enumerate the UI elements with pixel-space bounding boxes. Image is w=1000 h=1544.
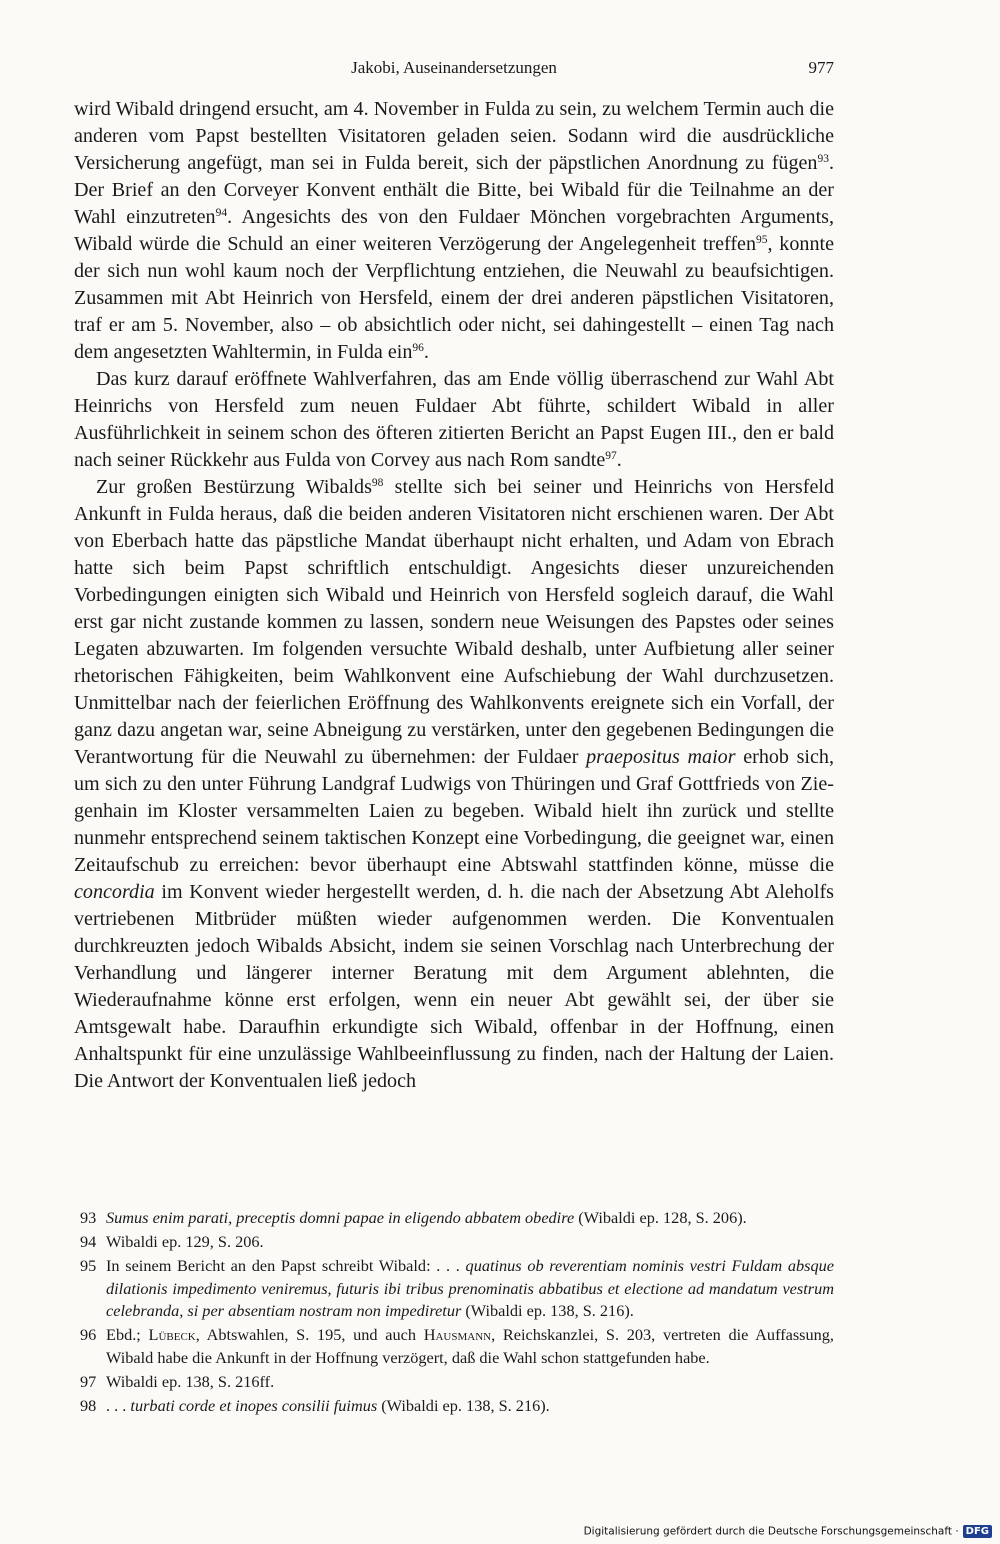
paragraph-1 bbox=[74, 96, 834, 366]
footnote-number: 95 bbox=[80, 1256, 97, 1275]
digitization-credit bbox=[584, 1525, 992, 1538]
text-run: wird Wibald dringend ersucht, am 4. November in Fulda zu sein, zu welchem Termin auch die anderen vom Papst bestellten Visitatoren geladen seien. Sodann wird die ausdrückliche Versicherung angefügt, man sei in Fulda bereit, sich der päpstlichen Anordnung zu fügen bbox=[74, 98, 834, 174]
text-run: . Der Brief an den Corveyer Konvent enthält die Bitte, bei Wibald für die Teilnahme an der Wahl einzutreten bbox=[74, 152, 834, 228]
footnote-97 bbox=[74, 1371, 834, 1394]
main-text bbox=[74, 96, 834, 1095]
footnote-number: 97 bbox=[80, 1371, 97, 1391]
footnote-quote: turbati corde et inopes consilii fuimus bbox=[130, 1395, 378, 1415]
footnote-96 bbox=[74, 1324, 834, 1369]
footnote-number: 96 bbox=[80, 1325, 97, 1344]
footnote-quote: quatinus ob reverentiam nominis vestri Fuldam absque dilationis impedimento veniremus, futuris ibi tribus prenominatis abbatibus et electione ad mandatum vestrum celebranda, si per absentiam nostram non impediretur bbox=[106, 1256, 834, 1320]
text-run: . Angesichts des von den Fuldaer Mönchen vorgebrachten Arguments, Wibald würde die Schuld an einer weiteren Verzögerung der Angelegenheit treffen bbox=[74, 206, 835, 255]
footnote-ref-94: 94 bbox=[215, 207, 228, 219]
footnote-quote: Sumus enim parati, preceptis domni papae in eligendo abbatem obedire bbox=[106, 1208, 575, 1227]
footnote-95 bbox=[74, 1255, 834, 1323]
text-run: . bbox=[616, 449, 622, 471]
author-name: Lübeck bbox=[148, 1325, 196, 1344]
footnote-93 bbox=[74, 1207, 834, 1230]
italic-term: praepositus maior bbox=[586, 746, 736, 768]
footnote-ref-95: 95 bbox=[756, 234, 768, 246]
running-title: Jakobi, Auseinandersetzungen bbox=[351, 58, 557, 77]
text-run: im Konvent wieder hergestellt werden, d. h. die nach der Absetzung Abt Aleholfs vertriebenen Mitbrüder müßten wieder aufgenommen werden. Die Konventualen durchkreuzten jedoch Wibalds Absicht, indem sie seinen Vorschlag nach Unterbrechung der Verhandlung und längerer interner Beratung mit dem Argument ablehnten, die Wiederaufnahme könne erst erfolgen, wenn ein neuer Abt gewählt sei, der über sie Amtsgewalt habe. Daraufhin erkundigte sich Wibald, offenbar in der Hoffnung, einen Anhaltspunkt für eine unzulässige Wahlbeeinflussung zu finden, nach der Haltung der Laien. Die Antwort der Konventualen ließ jedoch bbox=[74, 881, 834, 1092]
footnote-text: (Wibaldi ep. 128, S. 206). bbox=[574, 1208, 747, 1227]
dfg-logo-icon: DFG bbox=[963, 1525, 992, 1538]
footnote-94 bbox=[74, 1231, 834, 1254]
footnote-ref-97: 97 bbox=[605, 450, 617, 462]
footnote-text: Wibaldi ep. 138, S. 216ff. bbox=[106, 1371, 275, 1391]
footnote-number: 93 bbox=[80, 1208, 97, 1227]
footnote-text: In seinem Bericht an den Papst schreibt Wibald: . . . bbox=[106, 1256, 466, 1275]
footnote-text: Wibaldi ep. 129, S. 206. bbox=[106, 1232, 264, 1251]
footnote-text: , Reichskanzlei, S. 203, vertreten die Auffassung, Wibald habe die Ankunft in der Hoffnung verzögert, daß die Wahl schon stattgefunden habe. bbox=[106, 1325, 835, 1367]
footnote-ref-96: 96 bbox=[412, 342, 424, 354]
running-header bbox=[74, 58, 834, 84]
footnotes bbox=[74, 1207, 834, 1419]
text-run: Das kurz darauf eröffnete Wahlverfahren, das am Ende völlig überraschend zur Wahl Abt Heinrichs von Hersfeld zum neuen Fuldaer Abt führte, schildert Wibald in aller Ausführlichkeit in seinem schon des öfteren zitierten Bericht an Papst Eugen III., den er bald nach seiner Rückkehr aus Fulda von Corvey aus nach Rom sandte bbox=[74, 368, 834, 471]
footnote-number: 94 bbox=[80, 1232, 97, 1251]
footnote-text: , Abtswahlen, S. 195, und auch bbox=[195, 1325, 424, 1344]
footnote-98 bbox=[74, 1395, 834, 1418]
footnote-ref-93: 93 bbox=[817, 153, 829, 165]
text-run: Zur großen Bestürzung Wibalds bbox=[96, 476, 372, 498]
text-run: , konnte der sich nun wohl kaum noch der Verpflichtung entziehen, die Neuwahl zu beaufsichtigen. Zusammen mit Abt Heinrich von Hersfeld, einem der drei anderen päpstlichen Visitatoren, traf er am 5. November, also – ob absichtlich oder nicht, sei dahingestellt – einen Tag nach dem angesetzten Wahltermin, in Fulda ein bbox=[74, 233, 834, 363]
author-name: Hausmann bbox=[423, 1325, 492, 1344]
paragraph-3 bbox=[74, 474, 834, 1095]
footnote-text: . . . bbox=[106, 1395, 131, 1415]
footnote-text: Ebd.; bbox=[106, 1325, 149, 1344]
page-number: 977 bbox=[808, 58, 834, 77]
footnote-text: (Wibaldi ep. 138, S. 216). bbox=[377, 1395, 550, 1415]
footnote-number: 98 bbox=[80, 1395, 97, 1415]
footnote-ref-98: 98 bbox=[371, 477, 384, 489]
footnote-text: (Wibaldi ep. 138, S. 216). bbox=[461, 1301, 634, 1320]
text-run: . bbox=[423, 341, 429, 363]
text-run: erhob sich, um sich zu den unter Führung Landgraf Ludwigs von Thüringen und Graf Gottfrieds von Ziegenhain im Kloster versammelten Laien zu begeben. Wibald hielt ihn zurück und stellte nunmehr entsprechend seinem taktischen Konzept eine Vorbedingung, die geeignet war, einen Zeitaufschub zu erreichen: bevor überhaupt eine Abtswahl stattfinden könne, müsse die bbox=[74, 746, 835, 876]
credit-text: Digitalisierung gefördert durch die Deutsche Forschungsgemeinschaft · bbox=[583, 1525, 959, 1538]
text-run: stellte sich bei seiner und Heinrichs von Hersfeld Ankunft in Fulda heraus, daß die beiden anderen Visitatoren nicht erschienen waren. Der Abt von Eberbach hatte das päpstliche Mandat überhaupt nicht erhalten, und Adam von Ebrach hatte sich beim Papst schriftlich entschuldigt. Angesichts dieser unzureichenden Vorbedingungen einigten sich Wibald und Heinrich von Hersfeld sogleich darauf, die Wahl erst gar nicht zustande kommen zu lassen, sondern neue Weisungen des Papstes oder seines Legaten abzuwarten. Im folgenden versuchte Wibald deshalb, unter Aufbietung aller seiner rhetorischen Fähigkeiten, beim Wahlkonvent eine Aufschiebung der Wahl durchzusetzen. Unmittelbar nach der feierlichen Eröffnung des Wahlkonvents ereignete sich ein Vorfall, der ganz dazu angetan war, seine Abneigung zu verstärken, unter den gegebenen Bedingungen die Verantwortung für die Neuwahl zu übernehmen: der Fuldaer bbox=[74, 476, 834, 768]
paragraph-2 bbox=[74, 366, 834, 474]
italic-term: concordia bbox=[74, 881, 155, 903]
